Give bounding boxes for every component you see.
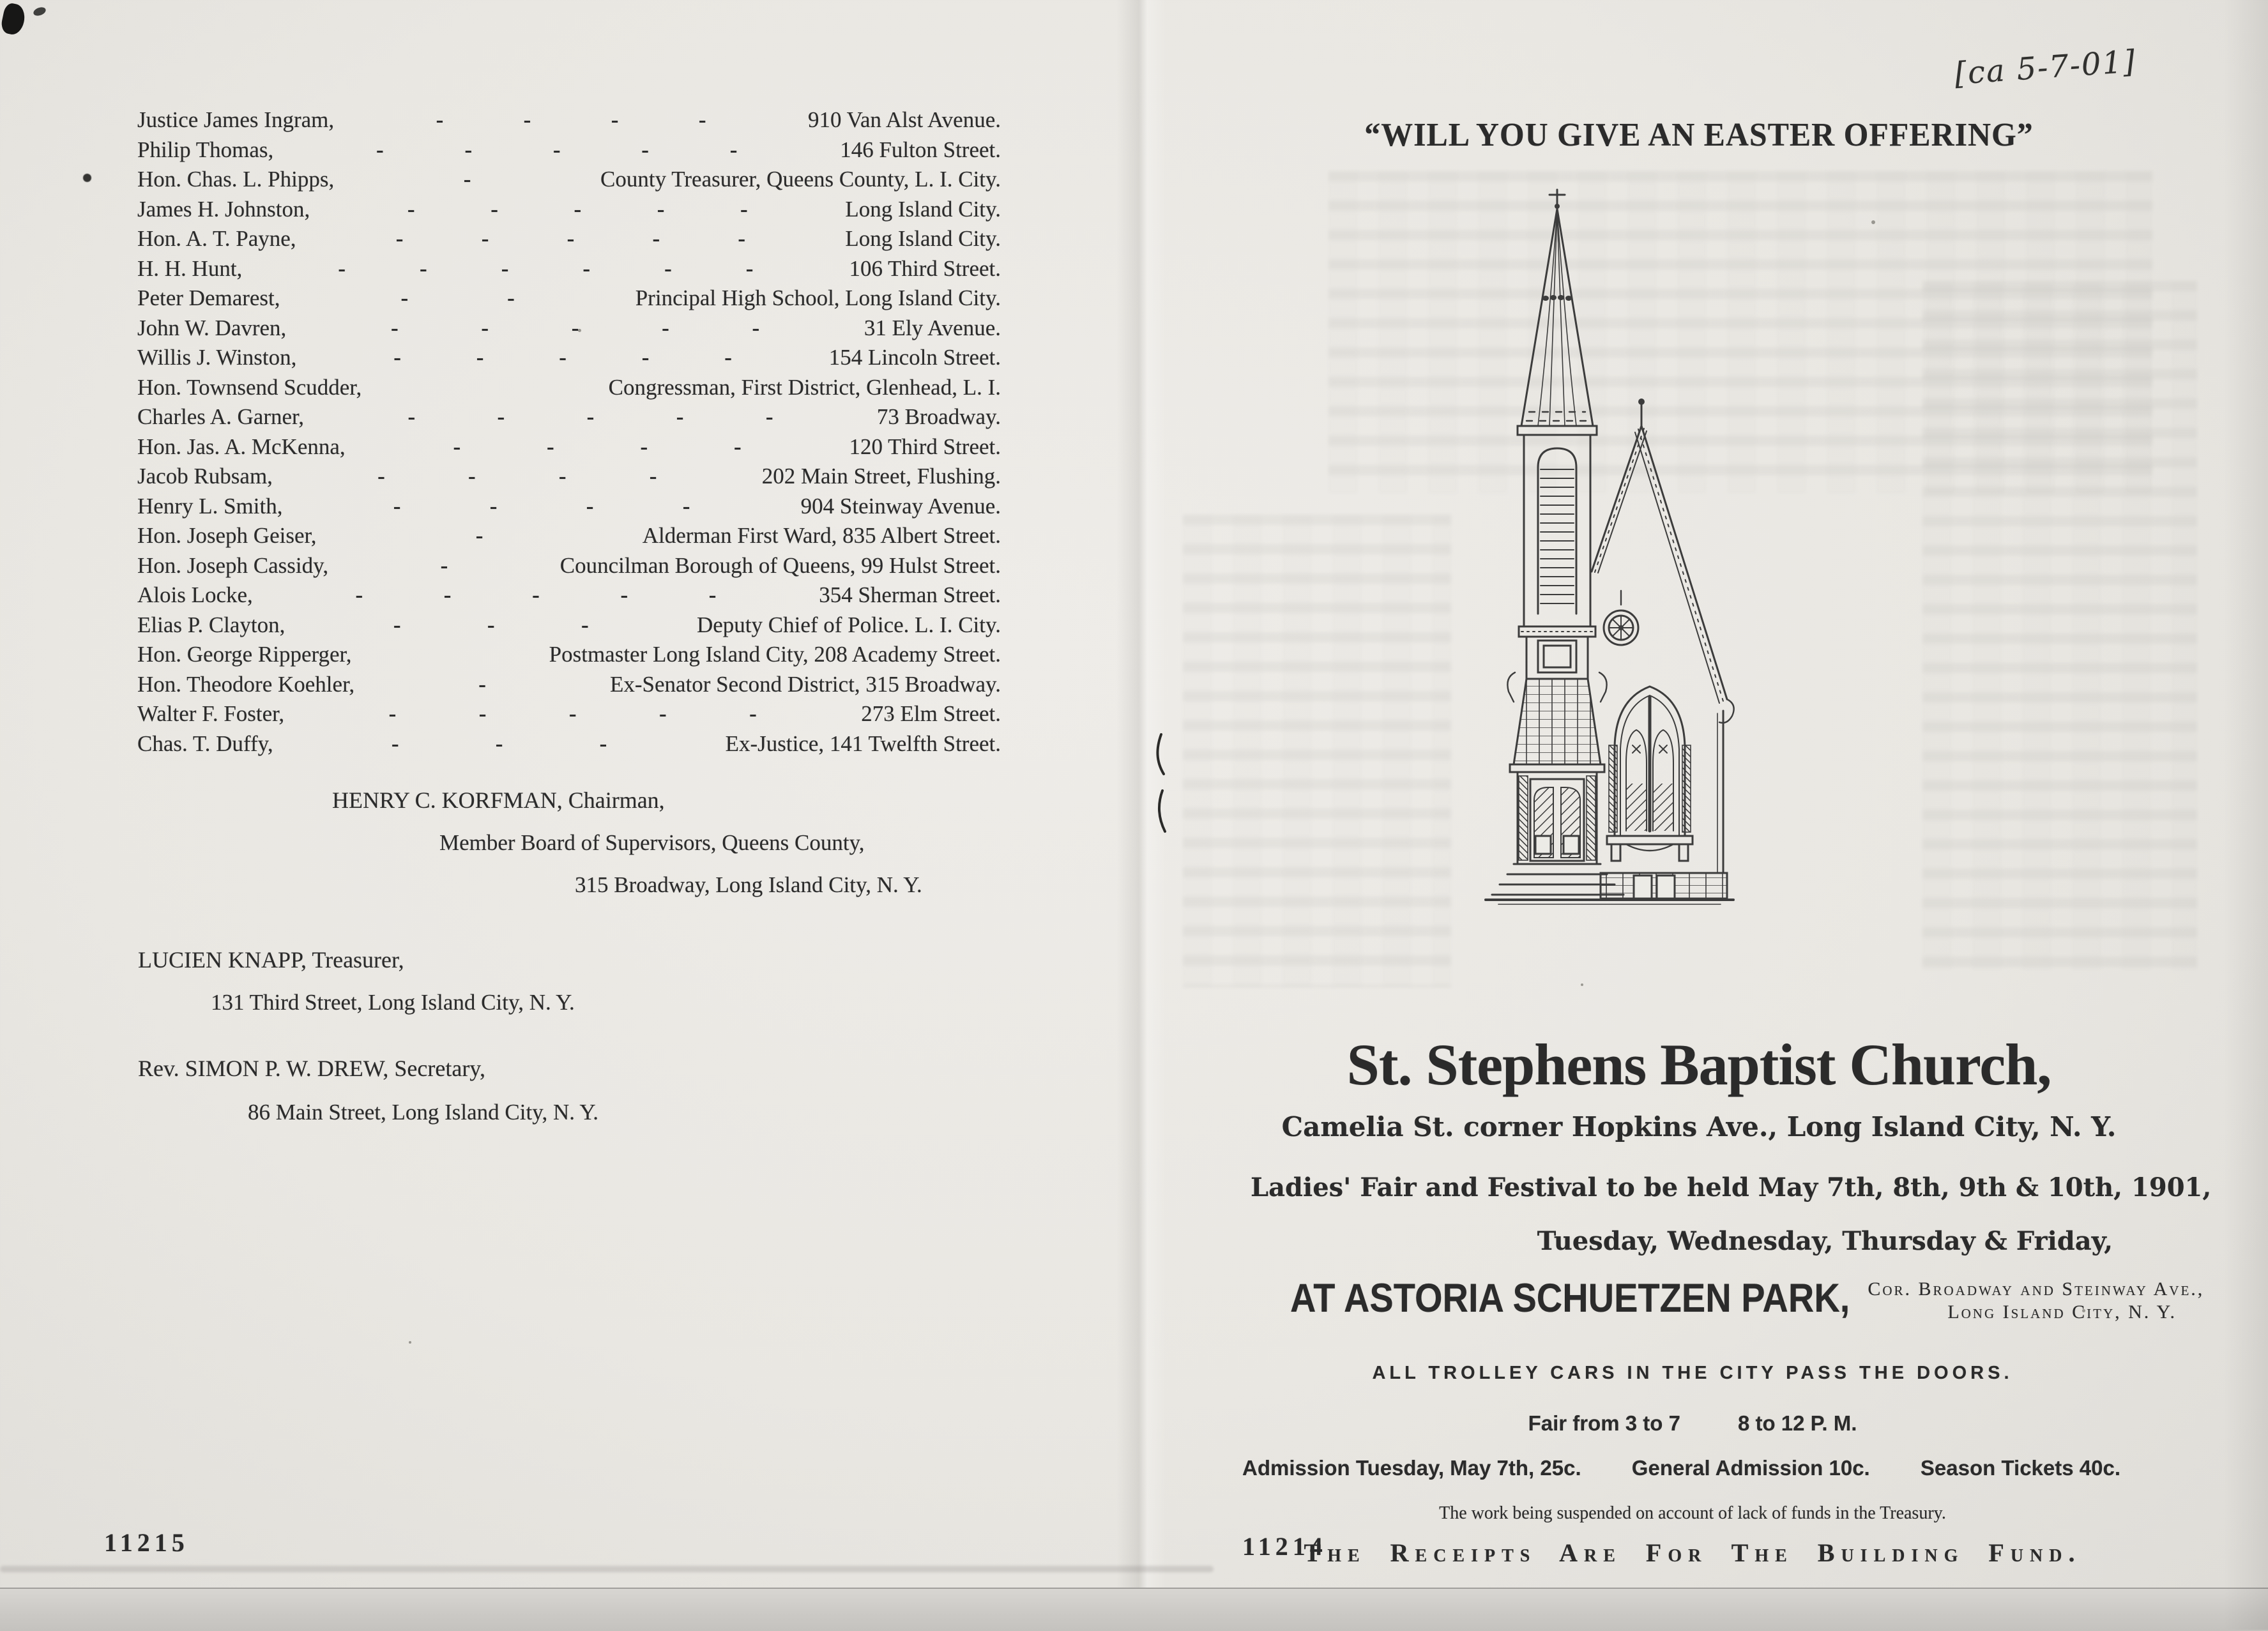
scan-streak [0, 1566, 1214, 1572]
church-illustration [1482, 188, 1737, 910]
dash-leader: - [463, 167, 471, 192]
right-page-number: 11214 [1242, 1532, 1327, 1561]
committee-row [137, 464, 1001, 494]
dash-leader: - - - [391, 731, 607, 756]
building-fund-line: The Receipts Are For The Building Fund. [1304, 1538, 2082, 1567]
dash-leader: - - - - - [393, 345, 732, 370]
dash-leader: - [475, 523, 483, 548]
bleed-through-ghost [1183, 515, 1451, 987]
dash-leader: - - - - - [388, 701, 757, 726]
member-name: Hon. Jas. A. McKenna, [137, 434, 346, 459]
committee-row [137, 256, 1001, 286]
dash-leader: - [478, 671, 486, 697]
venue-name: AT ASTORIA SCHUETZEN PARK, [1290, 1275, 1850, 1321]
fair-announcement-line1: Ladies' Fair and Festival to be held May 7th, 8th, 9th & 10th, 1901, [1251, 1172, 2212, 1202]
committee-row [137, 285, 1001, 315]
member-address: 154 Lincoln Street. [828, 345, 1001, 370]
easter-offering-title: “WILL YOU GIVE AN EASTER OFFERING” [1364, 117, 2034, 153]
secretary-address: 86 Main Street, Long Island City, N. Y. [248, 1100, 598, 1125]
member-name: Charles A. Garner, [137, 404, 305, 429]
member-name: Walter F. Foster, [137, 701, 285, 726]
dash-leader: - - - - [393, 493, 690, 519]
member-name: Hon. George Ripperger, [137, 642, 352, 667]
member-address: 73 Broadway. [876, 404, 1001, 429]
committee-row [137, 197, 1001, 227]
committee-list [137, 107, 1001, 761]
member-name: James H. Johnston, [137, 196, 310, 222]
member-name: Jacob Rubsam, [137, 464, 273, 489]
committee-row [137, 731, 1001, 761]
speck [1871, 220, 1875, 224]
member-address: 354 Sherman Street. [819, 582, 1001, 607]
venue-address-line2: Long Island City, N. Y. [1947, 1301, 2177, 1323]
scan-edge-shade [2223, 0, 2268, 1630]
committee-row [137, 701, 1001, 731]
member-name: John W. Davren, [137, 315, 287, 340]
dash-leader: - - - - - [395, 226, 746, 251]
member-name: Elias P. Clayton, [137, 612, 285, 637]
member-address: 910 Van Alst Avenue. [807, 107, 1001, 132]
member-address: Councilman Borough of Queens, 99 Hulst Street. [559, 552, 1001, 578]
member-name: Hon. Joseph Geiser, [137, 523, 317, 548]
committee-row [137, 404, 1001, 434]
treasurer-address: 131 Third Street, Long Island City, N. Y. [211, 990, 575, 1015]
dash-leader: - - - - [377, 464, 657, 489]
member-address: Congressman, First District, Glenhead, L. I. [608, 374, 1001, 400]
committee-row [137, 137, 1001, 167]
treasury-note: The work being suspended on account of lack of funds in the Treasury. [1439, 1503, 1946, 1523]
member-address: 202 Main Street, Flushing. [761, 464, 1001, 489]
committee-row [137, 612, 1001, 642]
chairman-name: HENRY C. KORFMAN, Chairman, [332, 787, 665, 813]
bleed-through-ghost [1922, 281, 2197, 971]
member-address: Long Island City. [845, 226, 1001, 251]
fair-announcement-line2: Tuesday, Wednesday, Thursday & Friday, [1537, 1226, 2113, 1256]
dash-leader: - - - - - [355, 582, 717, 607]
venue-block [1290, 1275, 2204, 1323]
member-name: H. H. Hunt, [137, 255, 243, 281]
dash-leader: - - [400, 285, 515, 310]
left-page-number: 11215 [104, 1528, 189, 1557]
committee-row [137, 494, 1001, 524]
church-address: Camelia St. corner Hopkins Ave., Long Island City, N. Y. [1281, 1111, 2117, 1142]
member-address: Deputy Chief of Police. L. I. City. [697, 612, 1001, 637]
dash-leader: - - - - - [376, 137, 738, 162]
committee-row [137, 345, 1001, 375]
member-address: Postmaster Long Island City, 208 Academy Street. [549, 642, 1001, 667]
fair-hours-afternoon: Fair from 3 to 7 [1528, 1411, 1680, 1435]
member-address: Alderman First Ward, 835 Albert Street. [642, 523, 1001, 548]
fair-hours-evening: 8 to 12 P. M. [1737, 1411, 1857, 1435]
committee-row [137, 375, 1001, 405]
pen-marks [1153, 732, 1173, 840]
fair-hours [1169, 1411, 2216, 1436]
treasurer-name: LUCIEN KNAPP, Treasurer, [138, 947, 404, 973]
committee-row [137, 107, 1001, 137]
member-address: Principal High School, Long Island City. [635, 285, 1001, 310]
member-address: 146 Fulton Street. [840, 137, 1001, 162]
church-name: St. Stephens Baptist Church, [1346, 1032, 2051, 1097]
dash-leader: - - - - [436, 107, 706, 132]
scan-ink-dash [33, 6, 47, 17]
scan-ink-blob [0, 2, 27, 36]
dash-leader: - [440, 552, 448, 578]
speck [1581, 983, 1583, 986]
member-name: Hon. A. T. Payne, [137, 226, 296, 251]
secretary-name: Rev. SIMON P. W. DREW, Secretary, [138, 1056, 485, 1081]
dash-leader: - - - - - [407, 404, 773, 429]
speck [409, 1341, 411, 1344]
chairman-address: 315 Broadway, Long Island City, N. Y. [575, 872, 922, 897]
member-name: Justice James Ingram, [137, 107, 335, 132]
ink-dot [83, 174, 91, 182]
member-name: Hon. Chas. L. Phipps, [137, 167, 335, 192]
committee-row [137, 226, 1001, 256]
member-address: County Treasurer, Queens County, L. I. City. [600, 167, 1001, 192]
venue-address [1868, 1275, 2204, 1323]
member-address: 31 Ely Avenue. [864, 315, 1001, 340]
committee-row [137, 672, 1001, 702]
dash-leader: - - - [393, 612, 589, 637]
trolley-notice: ALL TROLLEY CARS IN THE CITY PASS THE DOORS. [1372, 1363, 2013, 1383]
member-name: Henry L. Smith, [137, 493, 283, 519]
committee-row [137, 434, 1001, 464]
scan-edge-band [0, 1588, 2268, 1631]
chairman-role: Member Board of Supervisors, Queens County, [439, 830, 865, 855]
admission-tuesday: Admission Tuesday, May 7th, 25c. [1242, 1456, 1581, 1480]
dash-leader: - - - - - - [338, 255, 754, 281]
member-address: 106 Third Street. [849, 255, 1001, 281]
committee-row [137, 553, 1001, 583]
member-address: Ex-Justice, 141 Twelfth Street. [725, 731, 1001, 756]
committee-row [137, 315, 1001, 345]
member-name: Alois Locke, [137, 582, 253, 607]
committee-row [137, 642, 1001, 672]
member-name: Philip Thomas, [137, 137, 274, 162]
member-address: 120 Third Street. [849, 434, 1001, 459]
handwritten-date-annotation: [ca 5-7-01] [1953, 43, 2138, 92]
member-name: Chas. T. Duffy, [137, 731, 273, 756]
venue-address-line1: Cor. Broadway and Steinway Ave., [1868, 1278, 2205, 1300]
member-address: Ex-Senator Second District, 315 Broadway. [609, 671, 1001, 697]
member-name: Hon. Theodore Koehler, [137, 671, 355, 697]
admission-season: Season Tickets 40c. [1920, 1456, 2120, 1480]
member-name: Peter Demarest, [137, 285, 280, 310]
committee-row [137, 582, 1001, 612]
member-name: Willis J. Winston, [137, 345, 297, 370]
committee-row [137, 167, 1001, 197]
dash-leader: - - - - [453, 434, 742, 459]
admission-prices [1242, 1456, 2120, 1480]
member-address: Long Island City. [845, 196, 1001, 222]
member-name: Hon. Joseph Cassidy, [137, 552, 329, 578]
dash-leader: - - - - - [391, 315, 760, 340]
admission-general: General Admission 10c. [1631, 1456, 1870, 1480]
member-name: Hon. Townsend Scudder, [137, 374, 362, 400]
committee-row [137, 523, 1001, 553]
dash-leader: - - - - - [407, 196, 748, 222]
member-address: 273 Elm Street. [861, 701, 1001, 726]
member-address: 904 Steinway Avenue. [800, 493, 1001, 519]
